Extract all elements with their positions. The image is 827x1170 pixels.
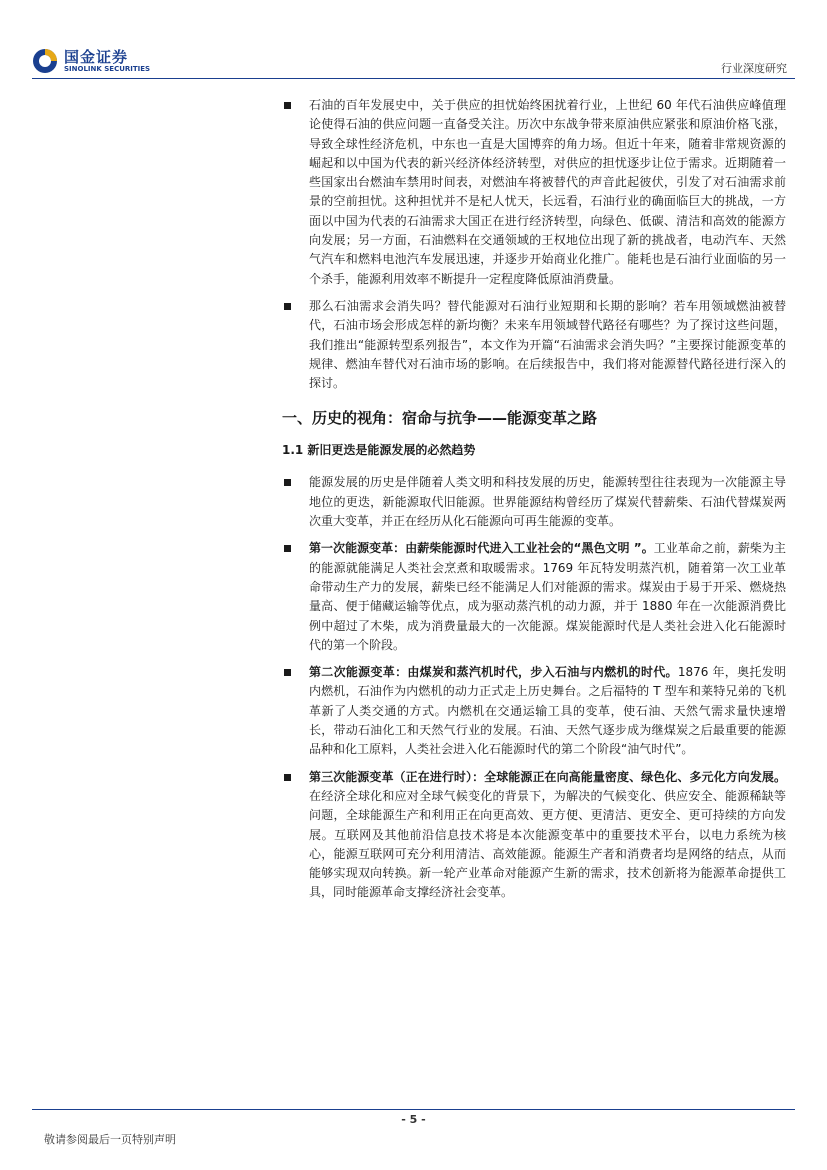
- bullet-icon: [284, 102, 291, 109]
- disclaimer-text: 敬请参阅最后一页特别声明: [44, 1133, 176, 1146]
- paragraph-energy-transition: [282, 473, 786, 531]
- paragraph-second-revolution: [282, 663, 786, 759]
- page-number: - 5 -: [401, 1113, 426, 1126]
- paragraph-third-revolution: [282, 768, 786, 903]
- paragraph-text: 在经济全球化和应对全球气候变化的背景下，为解决的气候变化、供应安全、能源稀缺等问题，全球能源生产和利用正在向更高效、更方便、更清洁、更安全、更可持续的方向发展。互联网及其他前沿信息技术将是本次能源变革中的重要技术平台，以电力系统为核心，能源互联网可充分利用清洁、高效能源。能源生产者和消费者均是网络的结点，从而能够实现双向转换。新一轮产业革命对能源产生新的需求，技术创新将为能源革命提供工具，同时能源革命支撑经济社会变革。: [309, 788, 786, 900]
- bullet-icon: [284, 669, 291, 676]
- bullet-icon: [284, 774, 291, 781]
- paragraph-report-intro: [282, 297, 786, 393]
- bullet-icon: [284, 479, 291, 486]
- paragraph-lead: 第一次能源变革：由薪柴能源时代进入工业社会的“黑色文明 ”。: [309, 541, 654, 556]
- logo-mark-icon: [32, 48, 58, 74]
- header-divider: [32, 78, 795, 79]
- brand-name-cn: 国金证券: [64, 48, 129, 66]
- paragraph-text: 石油的百年发展史中，关于供应的担忧始终困扰着行业，上世纪 60 年代石油供应峰值理论使得石油的供应问题一直备受关注。历次中东战争带来原油供应紧张和原油价格飞涨，导致全球性经济危机，中东也一直是大国博弈的角力场。但近十年来，随着非常规资源的崛起和以中国为代表的新兴经济体经济转型，对供应的担忧逐步让位于需求。近期随着一些国家出台燃油车禁用时间表，对燃油车将被替代的声音此起彼伏，引发了对石油需求前景的空前担忧。这种担忧并不是杞人忧天，长远看，石油行业的确面临巨大的挑战，一方面以中国为代表的石油需求大国正在进行经济转型，向绿色、低碳、清洁和高效的能源方向发展；另一方面，石油燃料在交通领域的王权地位出现了新的挑战者，电动汽车、天然气汽车和燃料电池汽车发展迅速，并逐步开始商业化推广。能耗也是石油行业面临的另一个杀手，能源利用效率不断提升一定程度降低原油消费量。: [309, 98, 786, 286]
- paragraph-text: 1876 年，奥托发明内燃机，石油作为内燃机的动力正式走上历史舞台。之后福特的 T 型车和莱特兄弟的飞机革新了人类交通的方式。内燃机在交通运输工具的变革，使石油、天然气需求量快速增长，带动石油化工和天然气行业的发展。石油、天然气逐步成为继煤炭之后最重要的能源品种和化工原料，人类社会进入化石能源时代的第二个阶段“油气时代”。: [309, 665, 786, 757]
- section-title: 一、历史的视角：宿命与抗争——能源变革之路: [282, 409, 598, 428]
- footer-divider: [32, 1109, 795, 1110]
- subsection-title: 1.1 新旧更迭是能源发展的必然趋势: [282, 443, 476, 458]
- bullet-icon: [284, 545, 291, 552]
- paragraph-supply-history: [282, 96, 786, 289]
- paragraph-text: 能源发展的历史是伴随着人类文明和科技发展的历史，能源转型往往表现为一次能源主导地位的更迭，新能源取代旧能源。世界能源结构曾经历了煤炭代替薪柴、石油代替煤炭两次重大变革，并正在经历从化石能源向可再生能源的变革。: [309, 475, 786, 529]
- brand-logo: [32, 44, 152, 80]
- paragraph-lead: 第二次能源变革：由煤炭和蒸汽机时代，步入石油与内燃机的时代。: [309, 665, 678, 680]
- paragraph-first-revolution: [282, 539, 786, 655]
- brand-name-en: SINOLINK SECURITIES: [64, 65, 151, 73]
- paragraph-text: 工业革命之前，薪柴为主的能源就能满足人类社会烹煮和取暖需求。1769 年瓦特发明蒸汽机，随着第一次工业革命带动生产力的发展，薪柴已经不能满足人们对能源的需求。煤炭由于易于开采、燃烧热量高、便于储藏运输等优点，成为驱动蒸汽机的动力源，并于 1880 年在一次能源消费比例中超过了木柴，成为消费量最大的一次能源。煤炭能源时代是人类社会进入化石能源时代的第一个阶段。: [309, 541, 786, 652]
- report-body: [282, 96, 786, 911]
- paragraph-text: 那么石油需求会消失吗？替代能源对石油行业短期和长期的影响？若车用领域燃油被替代，石油市场会形成怎样的新均衡？未来车用领域替代路径有哪些？为了探讨这些问题，我们推出“能源转型系列报告”，本文作为开篇“石油需求会消失吗？”主要探讨能源变革的规律、燃油车替代对石油市场的影响。在后续报告中，我们将对能源替代路径进行深入的探讨。: [309, 298, 786, 391]
- paragraph-lead: 第三次能源变革（正在进行时）：全球能源正在向高能量密度、绿色化、多元化方向发展。: [309, 769, 786, 784]
- report-type-label: 行业深度研究: [721, 62, 787, 75]
- page-header: [0, 0, 827, 80]
- bullet-icon: [284, 303, 291, 310]
